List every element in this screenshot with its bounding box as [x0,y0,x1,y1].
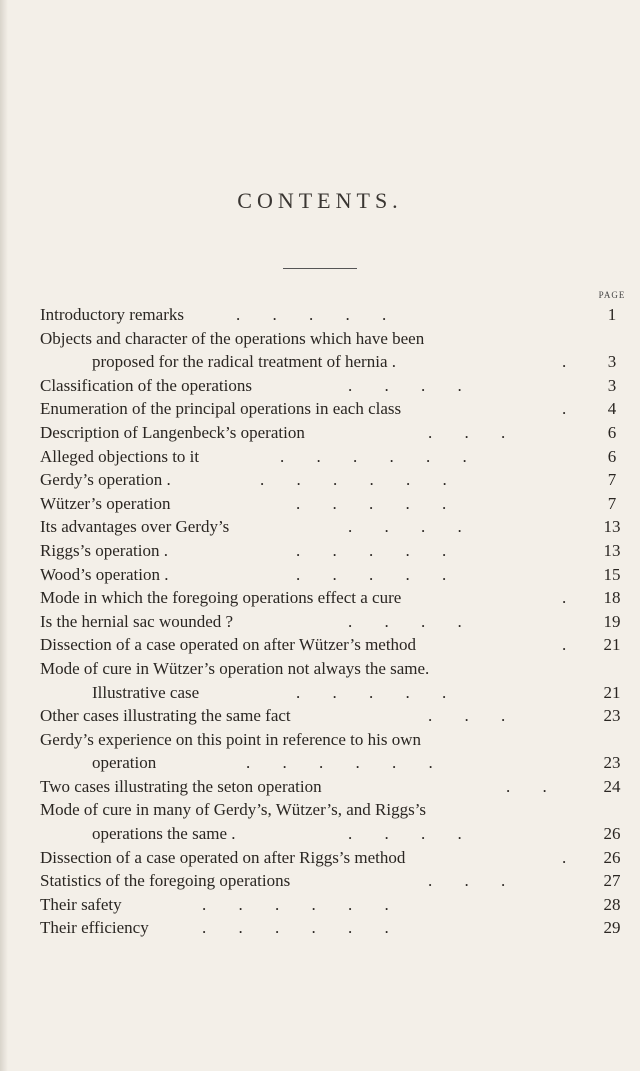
toc-entry-page: 7 [607,470,617,490]
leader-dots: . . . . [348,375,462,395]
toc-entry-text: Wützer’s operation [40,493,171,513]
toc-entry [40,445,632,469]
toc-entry-text: Mode of cure in Wützer’s operation not always the same. [40,658,430,678]
toc-entry-text: Gerdy’s experience on this point in reference to his own [40,729,421,749]
toc-entry-text: Other cases illustrating the same fact [40,706,291,726]
leader-dots: . [562,635,567,655]
toc-entry [40,869,632,893]
leader-dots: . . . [428,871,506,891]
page-column-label: PAGE [598,290,626,300]
toc-entry-text: Dissection of a case operated on after Riggs’s method [40,847,406,867]
toc-entry-page: 23 [603,706,621,726]
toc-entry [40,563,632,587]
leader-dots: . [562,847,567,867]
toc-entry-page: 3 [607,375,617,395]
toc-entry-text: Its advantages over Gerdy’s [40,517,230,537]
toc-entry-text: Is the hernial sac wounded ? [40,611,234,631]
title-rule [283,268,357,269]
leader-dots: . . . . . [296,682,447,702]
toc-entry [40,586,632,610]
leader-dots: . [562,588,567,608]
toc-entry [40,539,632,563]
leader-dots: . . . [428,706,506,726]
leader-dots: . . [506,776,547,796]
toc-entry-text: Two cases illustrating the seton operation [40,776,322,796]
toc-entry-text: Dissection of a case operated on after Wützer’s method [40,635,417,655]
leader-dots: . . . . [348,824,462,844]
toc-entry-page: 6 [607,422,617,442]
leader-dots: . . . . . . [260,470,447,490]
toc-entry [40,893,632,917]
toc-entry [40,327,632,351]
toc-entry-text: Gerdy’s operation . [40,470,171,490]
leader-dots: . . . . . . [202,918,389,938]
toc-entry-page: 26 [603,824,621,844]
toc-entry-page: 18 [603,588,621,608]
toc-entry-text: Mode of cure in many of Gerdy’s, Wützer’s, and Riggs’s [40,800,427,820]
page-edge-shadow [0,0,8,1071]
leader-dots: . . . . . [236,305,387,324]
toc-entry [40,775,632,799]
toc-entry-text: Introductory remarks [40,305,184,324]
toc-entry-page: 27 [603,871,621,891]
toc-entry-page: 15 [603,564,621,584]
toc-entry [40,916,632,940]
toc-entry-page: 24 [603,776,621,796]
toc-entry-page: 13 [603,517,621,537]
toc-entry-text: Their safety [40,894,122,914]
toc-entry [40,350,632,374]
toc-entry [40,633,632,657]
leader-dots: . . . . . . [246,753,433,773]
toc-entry-text: Illustrative case [92,682,200,702]
toc-entry [40,374,632,398]
toc-entry-page: 19 [603,611,621,631]
toc-entry [40,751,632,775]
leader-dots: . [562,399,567,419]
toc-entry [40,728,632,752]
leader-dots: . . . . [348,517,462,537]
toc-entry-page: 1 [607,305,617,324]
toc-entry [40,468,632,492]
leader-dots: . . . . [348,611,462,631]
toc-entry [40,657,632,681]
toc-entry-text: operation [92,753,157,773]
toc-entry [40,397,632,421]
toc-entry-page: 6 [607,446,617,466]
toc-entry-page: 7 [607,493,617,513]
toc-entry-page: 29 [603,918,621,938]
toc-entry [40,515,632,539]
leader-dots: . . . . . [296,493,447,513]
toc-entry-page: 21 [603,682,621,702]
toc-entry-text: operations the same . [92,824,236,844]
toc-entry [40,846,632,870]
toc-entry-text: Classification of the operations [40,375,252,395]
toc-entry-page: 4 [607,399,617,419]
toc-entry-page: 26 [603,847,621,867]
leader-dots: . . . . . . [202,894,389,914]
page-title: CONTENTS. [237,188,403,213]
leader-dots: . . . . . [296,564,447,584]
toc-entry-page: 3 [607,352,617,372]
toc-entry [40,822,632,846]
toc-entry-page: 21 [603,635,621,655]
toc-entry-text: Objects and character of the operations which have been [40,328,425,348]
toc-entry [40,798,632,822]
leader-dots: . . . . . [296,540,447,560]
toc-entry-text: Alleged objections to it [40,446,200,466]
toc-entry-text: Wood’s operation . [40,564,169,584]
toc-entry-page: 13 [603,540,621,560]
toc-entry-text: Mode in which the foregoing operations effect a cure [40,588,402,608]
toc-entry-text: Enumeration of the principal operations in each class [40,399,402,419]
toc-entry-page: 28 [603,894,621,914]
toc-entry [40,704,632,728]
toc-entry-text: Riggs’s operation . [40,540,168,560]
leader-dots: . . . [428,422,506,442]
leader-dots: . . . . . . [280,446,467,466]
toc-entry [40,303,632,327]
toc-entry-page: 23 [603,753,621,773]
toc-entry [40,681,632,705]
toc-entry [40,610,632,634]
toc-entry-text: Their efficiency [40,918,149,938]
toc-entry [40,492,632,516]
toc-entry [40,421,632,445]
toc-entry-text: proposed for the radical treatment of hernia . [92,352,396,372]
leader-dots: . [562,352,567,372]
toc-entry-text: Statistics of the foregoing operations [40,871,291,891]
table-of-contents [40,303,632,940]
toc-entry-text: Description of Langenbeck’s operation [40,422,305,442]
